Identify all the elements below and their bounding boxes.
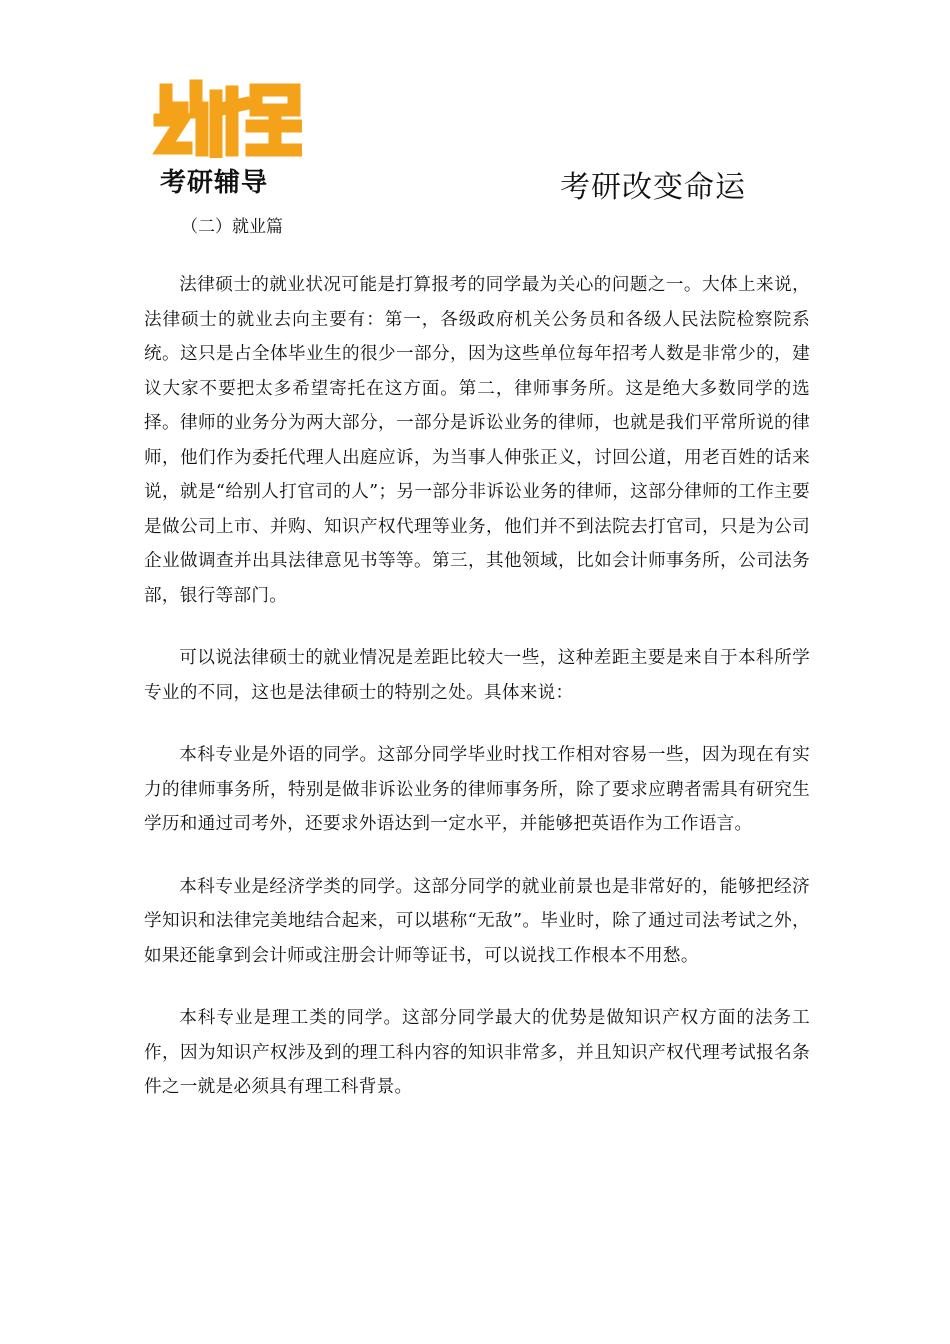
- kaicheng-logo-icon: [152, 78, 302, 158]
- paragraph: 本科专业是外语的同学。这部分同学毕业时找工作相对容易一些，因为现在有实力的律师事务所，特别是做非诉讼业务的律师事务所，除了要求应聘者需具有研究生学历和通过司考外，还要求外语达到一定水平，并能够把英语作为工作语言。: [144, 745, 810, 834]
- paragraph: 本科专业是理工类的同学。这部分同学最大的优势是做知识产权方面的法务工作，因为知识产权涉及到的理工科内容的知识非常多，并且知识产权代理考试报名条件之一就是必须具有理工科背景。: [144, 1008, 810, 1097]
- paragraph: 法律硕士的就业状况可能是打算报考的同学最为关心的问题之一。大体上来说，法律硕士的就业去向主要有：第一，各级政府机关公务员和各级人民法院检察院系统。这只是占全体毕业生的很少一部分，因为这些单位每年招考人数是非常少的，建议大家不要把太多希望寄托在这方面。第二，律师事务所。这是绝大多数同学的选择。律师的业务分为两大部分，一部分是诉讼业务的律师，也就是我们平常所说的律师，他们作为委托代理人出庭应诉，为当事人伸张正义，讨回公道，用老百姓的话来说，就是“给别人打官司的人”；另一部分非诉讼业务的律师，这部分律师的工作主要是做公司上市、并购、知识产权代理等业务，他们并不到法院去打官司，只是为公司企业做调查并出具法律意见书等等。第三，其他领域，比如会计师事务所，公司法务部，银行等部门。: [144, 275, 810, 606]
- slogan: 考研改变命运: [560, 170, 746, 205]
- brand-logo: [152, 78, 302, 196]
- paragraph: 本科专业是经济学类的同学。这部分同学的就业前景也是非常好的，能够把经济学知识和法律完美地结合起来，可以堪称“无敌”。毕业时，除了通过司法考试之外，如果还能拿到会计师或注册会计师等证书，可以说找工作根本不用愁。: [144, 876, 810, 966]
- document-body: [144, 268, 810, 1133]
- section-title: （二）就业篇: [181, 217, 283, 237]
- paragraph: 可以说法律硕士的就业情况是差距比较大一些，这种差距主要是来自于本科所学专业的不同，这也是法律硕士的特别之处。具体来说：: [144, 648, 810, 703]
- logo-caption: 考研辅导: [160, 168, 269, 198]
